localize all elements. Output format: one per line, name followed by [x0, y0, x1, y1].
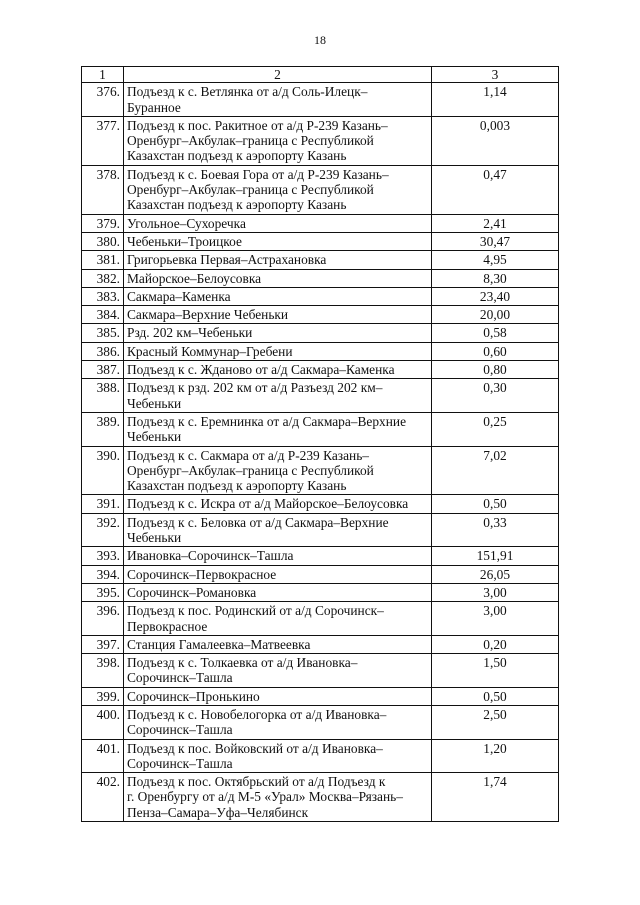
length-cell: 0,30: [432, 379, 559, 413]
length-cell: 1,50: [432, 654, 559, 688]
length-cell: 3,00: [432, 602, 559, 636]
length-cell: 0,50: [432, 495, 559, 513]
road-name-cell: Подъезд к с. Толкаевка от а/д Ивановка– Сорочинск–Ташла: [124, 654, 432, 688]
table-row: [82, 232, 559, 250]
road-name-cell: Подъезд к с. Новобелогорка от а/д Ивановка– Сорочинск–Ташла: [124, 705, 432, 739]
table-row: [82, 446, 559, 495]
road-name-cell: Сорочинск–Первокрасное: [124, 565, 432, 583]
table-row: [82, 412, 559, 446]
road-name-cell: Сорочинск–Романовка: [124, 583, 432, 601]
table-row: [82, 116, 559, 165]
road-name-cell: Угольное–Сухоречка: [124, 214, 432, 232]
table-row: [82, 547, 559, 565]
length-cell: 2,50: [432, 705, 559, 739]
length-cell: 151,91: [432, 547, 559, 565]
row-number-cell: 395.: [82, 583, 124, 601]
row-number-cell: 386.: [82, 342, 124, 360]
road-name-cell: Подъезд к рзд. 202 км от а/д Разъезд 202 км– Чебеньки: [124, 379, 432, 413]
road-name-cell: Красный Коммунар–Гребени: [124, 342, 432, 360]
length-cell: 0,25: [432, 412, 559, 446]
table-row: [82, 739, 559, 773]
column-header-name: 2: [124, 67, 432, 83]
row-number-cell: 390.: [82, 446, 124, 495]
road-name-cell: Сакмара–Верхние Чебеньки: [124, 306, 432, 324]
row-number-cell: 380.: [82, 232, 124, 250]
length-cell: 2,41: [432, 214, 559, 232]
road-name-cell: Подъезд к с. Жданово от а/д Сакмара–Каменка: [124, 361, 432, 379]
table-row: [82, 635, 559, 653]
length-cell: 30,47: [432, 232, 559, 250]
row-number-cell: 392.: [82, 513, 124, 547]
road-name-cell: Подъезд к пос. Октябрьский от а/д Подъезд к г. Оренбургу от а/д М-5 «Урал» Москва–Рязань– Пенза–Самара–Уфа–Челябинск: [124, 773, 432, 822]
page-number: 18: [314, 33, 326, 47]
table-row: [82, 602, 559, 636]
road-name-cell: Станция Гамалеевка–Матвеевка: [124, 635, 432, 653]
road-name-cell: Рзд. 202 км–Чебеньки: [124, 324, 432, 342]
row-number-cell: 388.: [82, 379, 124, 413]
table-row: [82, 306, 559, 324]
row-number-cell: 391.: [82, 495, 124, 513]
table-row: [82, 214, 559, 232]
road-name-cell: Григорьевка Первая–Астрахановка: [124, 251, 432, 269]
row-number-cell: 376.: [82, 83, 124, 117]
row-number-cell: 379.: [82, 214, 124, 232]
table-row: [82, 83, 559, 117]
table-row: [82, 324, 559, 342]
table-row: [82, 773, 559, 822]
road-name-cell: Подъезд к с. Еремнинка от а/д Сакмара–Верхние Чебеньки: [124, 412, 432, 446]
table-row: [82, 513, 559, 547]
length-cell: 26,05: [432, 565, 559, 583]
row-number-cell: 397.: [82, 635, 124, 653]
length-cell: 3,00: [432, 583, 559, 601]
length-cell: 0,33: [432, 513, 559, 547]
row-number-cell: 400.: [82, 705, 124, 739]
row-number-cell: 394.: [82, 565, 124, 583]
length-cell: 0,47: [432, 165, 559, 214]
length-cell: 8,30: [432, 269, 559, 287]
table-row: [82, 269, 559, 287]
road-name-cell: Ивановка–Сорочинск–Ташла: [124, 547, 432, 565]
row-number-cell: 399.: [82, 687, 124, 705]
column-header-number: 1: [82, 67, 124, 83]
length-cell: 0,80: [432, 361, 559, 379]
length-cell: 7,02: [432, 446, 559, 495]
length-cell: 23,40: [432, 287, 559, 305]
length-cell: 1,74: [432, 773, 559, 822]
length-cell: 0,60: [432, 342, 559, 360]
road-name-cell: Подъезд к с. Ветлянка от а/д Соль-Илецк– Буранное: [124, 83, 432, 117]
row-number-cell: 401.: [82, 739, 124, 773]
road-name-cell: Подъезд к пос. Ракитное от а/д Р-239 Казань– Оренбург–Акбулак–граница с Республикой Казахстан подъезд к аэропорту Казань: [124, 116, 432, 165]
row-number-cell: 385.: [82, 324, 124, 342]
roads-table: [81, 66, 559, 822]
table-row: [82, 361, 559, 379]
length-cell: 0,20: [432, 635, 559, 653]
table-row: [82, 379, 559, 413]
length-cell: 1,14: [432, 83, 559, 117]
length-cell: 0,003: [432, 116, 559, 165]
table-row: [82, 565, 559, 583]
table-row: [82, 342, 559, 360]
table-row: [82, 287, 559, 305]
road-name-cell: Подъезд к с. Беловка от а/д Сакмара–Верхние Чебеньки: [124, 513, 432, 547]
road-name-cell: Майорское–Белоусовка: [124, 269, 432, 287]
table-row: [82, 705, 559, 739]
table-row: [82, 165, 559, 214]
column-header-length: 3: [432, 67, 559, 83]
row-number-cell: 378.: [82, 165, 124, 214]
table-row: [82, 583, 559, 601]
length-cell: 0,58: [432, 324, 559, 342]
row-number-cell: 384.: [82, 306, 124, 324]
table-row: [82, 687, 559, 705]
length-cell: 20,00: [432, 306, 559, 324]
row-number-cell: 377.: [82, 116, 124, 165]
road-name-cell: Подъезд к с. Искра от а/д Майорское–Белоусовка: [124, 495, 432, 513]
row-number-cell: 389.: [82, 412, 124, 446]
row-number-cell: 387.: [82, 361, 124, 379]
table-row: [82, 495, 559, 513]
row-number-cell: 402.: [82, 773, 124, 822]
road-name-cell: Подъезд к с. Сакмара от а/д Р-239 Казань– Оренбург–Акбулак–граница с Республикой Казахстан подъезд к аэропорту Казань: [124, 446, 432, 495]
length-cell: 4,95: [432, 251, 559, 269]
row-number-cell: 382.: [82, 269, 124, 287]
row-number-cell: 383.: [82, 287, 124, 305]
table-row: [82, 251, 559, 269]
road-name-cell: Сорочинск–Пронькино: [124, 687, 432, 705]
road-name-cell: Подъезд к с. Боевая Гора от а/д Р-239 Казань– Оренбург–Акбулак–граница с Республикой Казахстан подъезд к аэропорту Казань: [124, 165, 432, 214]
road-name-cell: Сакмара–Каменка: [124, 287, 432, 305]
table-body: [82, 67, 559, 822]
row-number-cell: 381.: [82, 251, 124, 269]
road-name-cell: Чебеньки–Троицкое: [124, 232, 432, 250]
row-number-cell: 398.: [82, 654, 124, 688]
length-cell: 0,50: [432, 687, 559, 705]
table-header-row: [82, 67, 559, 83]
row-number-cell: 396.: [82, 602, 124, 636]
table-row: [82, 654, 559, 688]
road-name-cell: Подъезд к пос. Родинский от а/д Сорочинск– Первокрасное: [124, 602, 432, 636]
road-name-cell: Подъезд к пос. Войковский от а/д Ивановка– Сорочинск–Ташла: [124, 739, 432, 773]
row-number-cell: 393.: [82, 547, 124, 565]
length-cell: 1,20: [432, 739, 559, 773]
